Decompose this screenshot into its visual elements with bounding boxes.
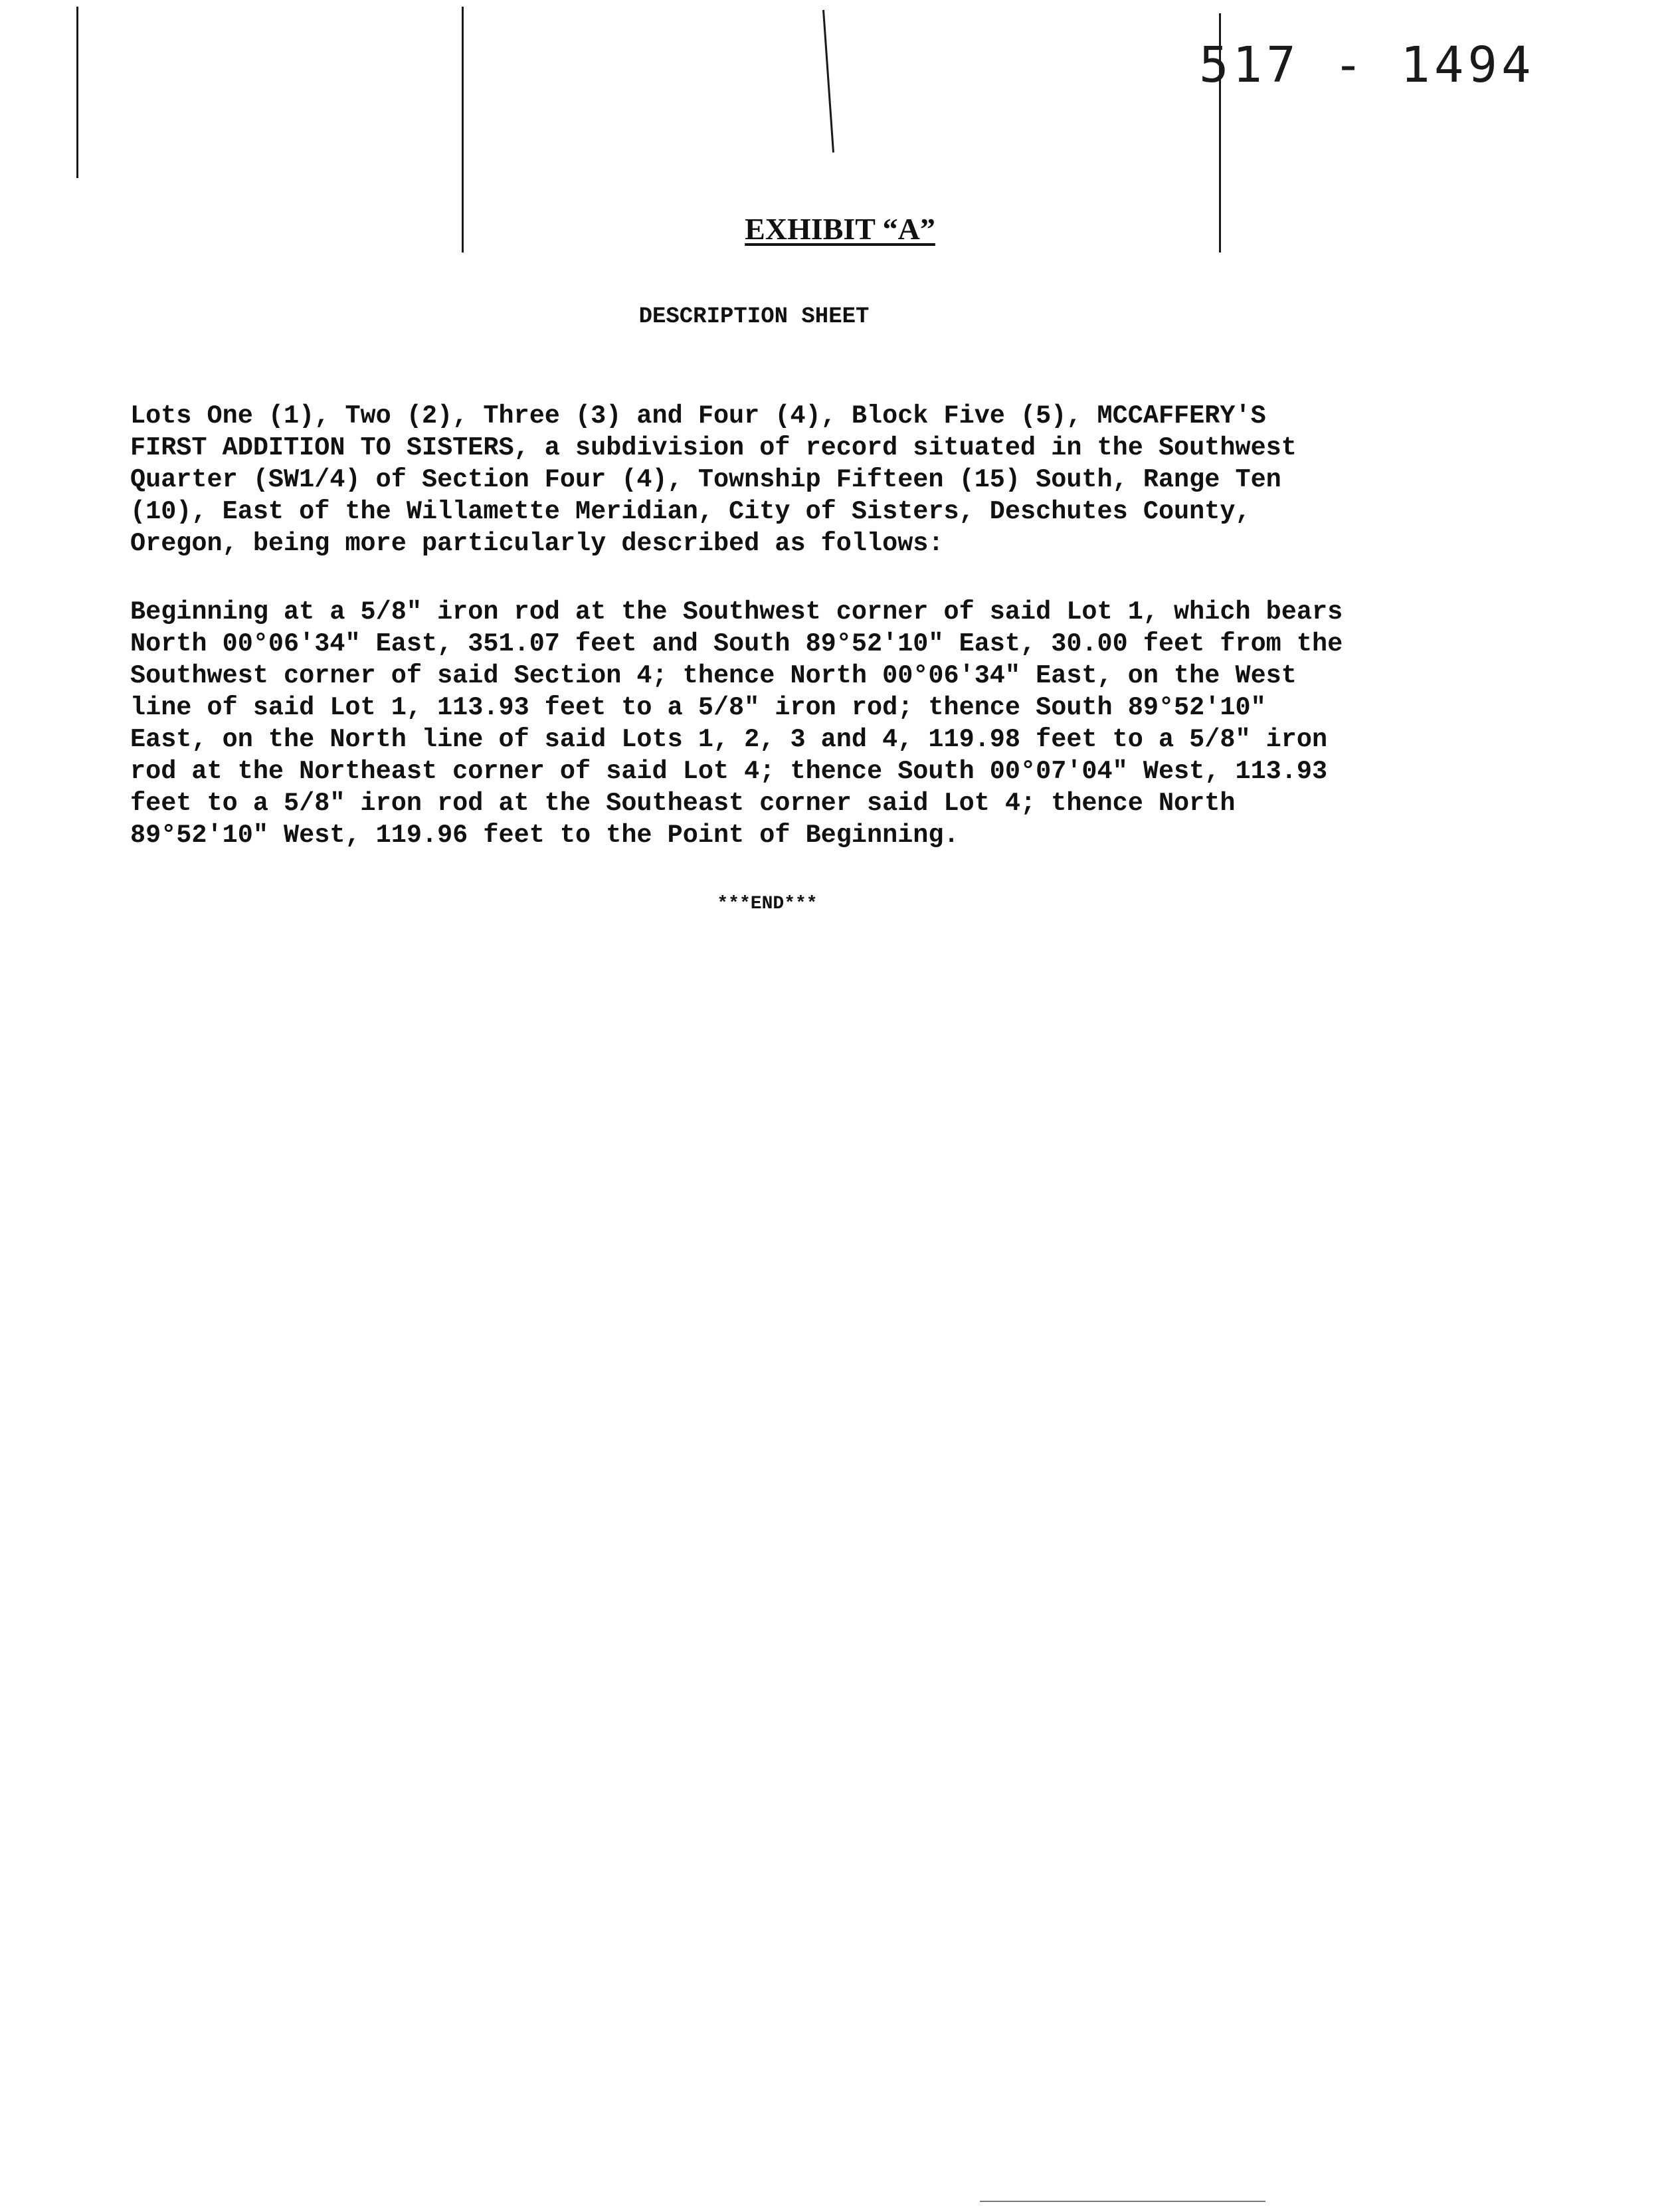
legal-description-intro: [130, 400, 1297, 559]
document-number: 517 - 1494: [1199, 37, 1535, 94]
paragraph-line: rod at the Northeast corner of said Lot 4; thence South 00°07'04" West, 113.93: [130, 757, 1328, 786]
paragraph-line: Oregon, being more particularly described as follows:: [130, 529, 944, 558]
paragraph-line: line of said Lot 1, 113.93 feet to a 5/8" iron rod; thence South 89°52'10": [130, 693, 1266, 722]
description-sheet-heading: DESCRIPTION SHEET: [638, 304, 870, 330]
paragraph-line: 89°52'10" West, 119.96 feet to the Point of Beginning.: [130, 821, 959, 850]
exhibit-title: EXHIBIT “A”: [745, 212, 935, 246]
scan-artifact-line: [76, 7, 78, 178]
paragraph-line: feet to a 5/8" iron rod at the Southeast corner said Lot 4; thence North: [130, 789, 1236, 818]
paragraph-line: Quarter (SW1/4) of Section Four (4), Township Fifteen (15) South, Range Ten: [130, 465, 1281, 494]
paragraph-line: North 00°06'34" East, 351.07 feet and South 89°52'10" East, 30.00 feet from the: [130, 629, 1343, 658]
end-marker: ***END***: [717, 894, 818, 914]
paragraph-line: (10), East of the Willamette Meridian, City of Sisters, Deschutes County,: [130, 497, 1251, 526]
scan-artifact-line: [822, 10, 834, 153]
paragraph-line: Lots One (1), Two (2), Three (3) and Four (4), Block Five (5), MCCAFFERY'S: [130, 401, 1266, 431]
paragraph-line: FIRST ADDITION TO SISTERS, a subdivision of record situated in the Southwest: [130, 433, 1297, 462]
scan-bottom-edge: [980, 2201, 1265, 2202]
paragraph-line: East, on the North line of said Lots 1, 2, 3 and 4, 119.98 feet to a 5/8" iron: [130, 725, 1328, 754]
paragraph-line: Southwest corner of said Section 4; thence North 00°06'34" East, on the West: [130, 661, 1297, 690]
legal-description-bounds: [130, 596, 1343, 851]
paragraph-line: Beginning at a 5/8" iron rod at the Southwest corner of said Lot 1, which bears: [130, 597, 1343, 627]
